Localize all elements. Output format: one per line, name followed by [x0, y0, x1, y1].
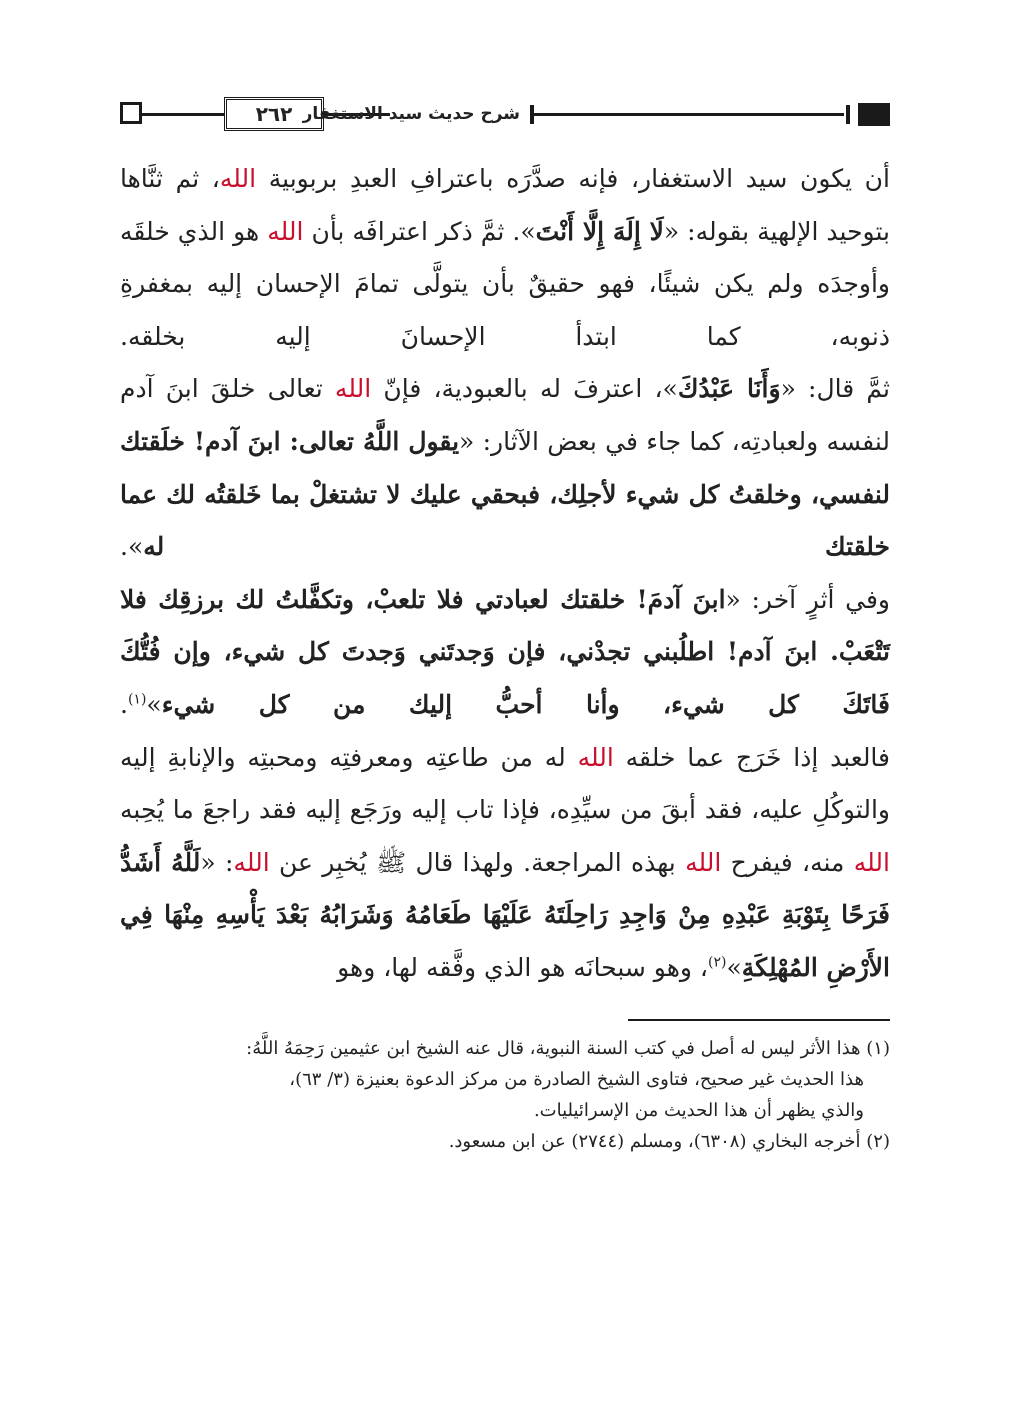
hadith-quote: لَا إِلَهَ إِلَّا أَنْتَ — [535, 216, 664, 246]
paragraph-1 — [120, 153, 890, 363]
divine-name: الله — [233, 847, 270, 877]
text-run: بهذه المراجعة. ولهذا قال ﷺ يُخبِر عن — [269, 847, 686, 877]
text-run: . — [120, 689, 128, 719]
footnote-ref[interactable]: (١) — [127, 691, 147, 708]
footnote-2: (٢) أخرجه البخاري (٦٣٠٨)، ومسلم (٢٧٤٤) عن ابن مسعود. — [448, 1130, 890, 1152]
running-title: شرح حديث سيد الاستغفار — [390, 99, 520, 129]
header-bar-ornament — [846, 105, 850, 124]
text-run: » — [146, 689, 162, 719]
divine-name: الله — [577, 742, 614, 772]
paragraph-2 — [120, 363, 890, 573]
text-run: » — [726, 952, 742, 982]
athar-quote: يقول اللَّهُ تعالى: ابنَ آدم! خلَقتك لنفسي، وخلقتُ كل شيء لأجلِك، فبحقي عليك لا تشتغلْ بما خَلقتُه لك عما خلقتك له — [120, 426, 890, 562]
divine-name: الله — [267, 216, 304, 246]
footnotes — [120, 1033, 890, 1157]
header-rule-left — [142, 113, 224, 116]
paragraph-3 — [120, 574, 890, 732]
page — [120, 95, 890, 1157]
text-run: له من طاعتِه ومعرفتِه ومحبتِه والإنابةِ إليه والتوكُلِ عليه، فقد أبقَ من سيِّدِه، فإذا تاب إليه ورَجَع إليه فقد راجعَ ما يُحِبه — [120, 742, 890, 825]
main-text — [120, 153, 890, 995]
header-rule-right — [534, 113, 844, 116]
footnote-ref[interactable]: (٢) — [708, 954, 727, 971]
text-run: تعالى خلقَ ابنَ آدم لنفسه ولعبادتِه، كما جاء في بعض الآثار: « — [120, 374, 890, 456]
hadith-quote: لَلَّهُ أَشَدُّ فَرَحًا بِتَوْبَةِ عَبْدِهِ مِنْ وَاجِدِ رَاحِلَتَهُ عَلَيْهَا طَعَامُهُ وَشَرَابُهُ بَعْدَ يَأْسِهِ مِنْهَا فِي الأَرْضِ المُهْلِكَةِ — [120, 847, 890, 982]
athar-quote: ابنَ آدمَ! خلقتك لعبادتي فلا تلعبْ، وتكفَّلتُ لك برزقِك فلا تَتْعَبْ. ابنَ آدم! اطلُبني تجدْني، فإن وَجدتَني وَجدتَ كل شيء، وإن فُتُّكَ فَاتَكَ كل شيء، وأنا أحبُّ إليك من كل شيء — [120, 584, 890, 719]
text-run: فالعبد إذا خَرَج عما خلقه — [613, 742, 891, 772]
text-run: منه، فيفرح — [721, 847, 854, 877]
header-square-ornament — [120, 102, 142, 124]
text-run: ثمَّ قال: « — [780, 374, 890, 404]
divine-name: الله — [334, 374, 372, 404]
text-run: هو الذي خلقَه وأوجدَه ولم يكن شيئًا، فهو حقيقٌ بأن يتولَّى تمامَ الإحسان إليه بمغفرةِ ذنوبه، كما ابتدأ الإحسانَ إليه بخلقه. — [120, 216, 890, 351]
footnote-1-continued: هذا الحديث غير صحيح، فتاوى الشيخ الصادرة من مركز الدعوة بعنيزة (٣/ ٦٣)، — [289, 1068, 864, 1090]
footnote-1: (١) هذا الأثر ليس له أصل في كتب السنة النبوية، قال عنه الشيخ ابن عثيمين رَحِمَهُ اللَّهُ: — [246, 1037, 890, 1059]
divine-name: الله — [853, 847, 890, 877]
page-header — [120, 95, 890, 135]
divine-name: الله — [219, 164, 257, 193]
paragraph-4 — [120, 732, 890, 995]
text-run: ، ثم ثنَّاها بتوحيد الإلهية بقوله: « — [120, 164, 890, 246]
footnote-1-continued: والذي يظهر أن هذا الحديث من الإسرائيليات. — [533, 1099, 864, 1121]
hadith-quote: وَأَنَا عَبْدُكَ — [677, 374, 781, 404]
text-run: ، وهو سبحانَه هو الذي وفَّقه لها، وهو — [337, 952, 708, 982]
text-run: »، اعترفَ له بالعبودية، فإنّ — [371, 374, 678, 404]
footnote-separator — [628, 1019, 890, 1021]
header-block-ornament — [858, 103, 890, 126]
text-run: : « — [200, 847, 234, 877]
text-run: وفي أثرٍ آخر: « — [725, 584, 891, 614]
divine-name: الله — [685, 847, 722, 877]
text-run: أن يكون سيد الاستغفار، فإنه صدَّرَه باعترافِ العبدِ بربوبية — [256, 164, 890, 193]
text-run: ». — [120, 532, 144, 562]
text-run: ». ثمَّ ذكر اعترافَه بأن — [303, 216, 536, 246]
page-number: ٢٦٢ — [224, 97, 324, 131]
